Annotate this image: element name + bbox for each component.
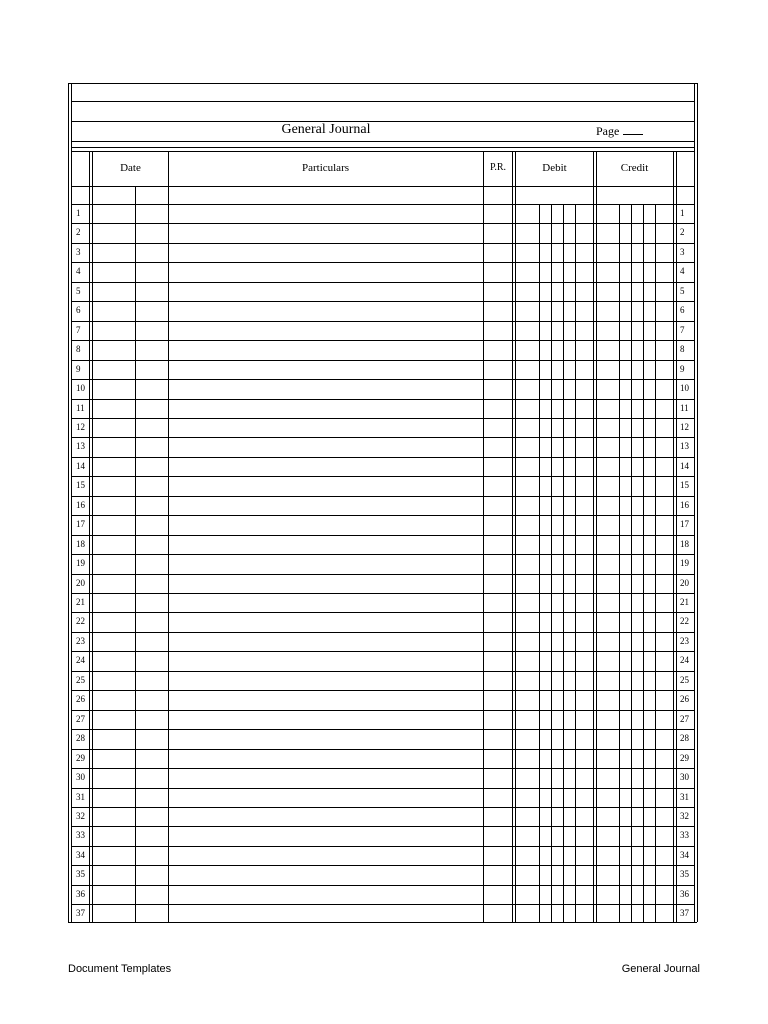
row-line bbox=[71, 360, 694, 361]
debit-digit-line bbox=[551, 204, 552, 922]
column-header-top-line bbox=[71, 151, 694, 152]
row-number-left: 34 bbox=[76, 850, 85, 860]
row-line bbox=[71, 846, 694, 847]
row-number-right: 14 bbox=[680, 461, 689, 471]
row-number-right: 4 bbox=[680, 266, 685, 276]
row-line bbox=[71, 554, 694, 555]
form-border-left bbox=[68, 83, 69, 922]
row-number-right: 15 bbox=[680, 480, 689, 490]
row-number-right: 12 bbox=[680, 422, 689, 432]
row-number-left: 28 bbox=[76, 733, 85, 743]
footer-left: Document Templates bbox=[68, 963, 172, 975]
header-line-3b bbox=[71, 147, 694, 148]
row-number-right: 32 bbox=[680, 811, 689, 821]
form-border-right-inner bbox=[694, 83, 695, 922]
journal-title: General Journal bbox=[281, 122, 371, 137]
credit-digit-line bbox=[631, 204, 632, 922]
page-label: Page bbox=[596, 124, 620, 138]
row-number-right: 21 bbox=[680, 597, 689, 607]
row-number-left: 35 bbox=[76, 869, 85, 879]
row-line bbox=[71, 710, 694, 711]
row-number-right: 17 bbox=[680, 519, 689, 529]
row-number-left: 26 bbox=[76, 694, 85, 704]
row-line bbox=[71, 496, 694, 497]
row-line bbox=[71, 515, 694, 516]
row-number-right: 10 bbox=[680, 383, 689, 393]
credit-digit-line bbox=[655, 204, 656, 922]
row-number-right: 1 bbox=[680, 208, 685, 218]
column-header-date: Date bbox=[120, 162, 141, 174]
row-number-right: 6 bbox=[680, 305, 685, 315]
row-number-left: 2 bbox=[76, 227, 81, 237]
row-number-right: 3 bbox=[680, 247, 685, 257]
row-number-left: 19 bbox=[76, 558, 85, 568]
row-line bbox=[71, 243, 694, 244]
row-number-right: 26 bbox=[680, 694, 689, 704]
row-number-right: 37 bbox=[680, 908, 689, 918]
row-line bbox=[71, 749, 694, 750]
column-header-bottom-line bbox=[71, 186, 694, 187]
row-number-left: 13 bbox=[76, 441, 85, 451]
form-border-top bbox=[68, 83, 697, 84]
row-number-right: 20 bbox=[680, 578, 689, 588]
row-number-right: 18 bbox=[680, 539, 689, 549]
row-number-left: 8 bbox=[76, 344, 81, 354]
row-number-right: 35 bbox=[680, 869, 689, 879]
row-number-left: 37 bbox=[76, 908, 85, 918]
row-line bbox=[71, 690, 694, 691]
row-number-left: 4 bbox=[76, 266, 81, 276]
row-number-right: 16 bbox=[680, 500, 689, 510]
row-number-left: 20 bbox=[76, 578, 85, 588]
row-line bbox=[71, 807, 694, 808]
row-number-left: 9 bbox=[76, 364, 81, 374]
row-line bbox=[71, 788, 694, 789]
form-border-right bbox=[697, 83, 698, 922]
row-number-right: 2 bbox=[680, 227, 685, 237]
row-number-left: 7 bbox=[76, 325, 81, 335]
row-line bbox=[71, 885, 694, 886]
row-number-left: 27 bbox=[76, 714, 85, 724]
row-number-left: 33 bbox=[76, 830, 85, 840]
first-row-line bbox=[71, 204, 694, 205]
debit-digit-line bbox=[539, 204, 540, 922]
row-line bbox=[71, 399, 694, 400]
row-number-left: 22 bbox=[76, 616, 85, 626]
column-header-debit: Debit bbox=[542, 162, 567, 174]
row-number-right: 33 bbox=[680, 830, 689, 840]
row-line bbox=[71, 593, 694, 594]
page-number-blank[interactable] bbox=[623, 124, 643, 135]
row-number-left: 31 bbox=[76, 792, 85, 802]
row-line bbox=[71, 457, 694, 458]
column-header-credit: Credit bbox=[620, 162, 649, 174]
form-border-left-inner bbox=[71, 83, 72, 922]
row-line bbox=[71, 865, 694, 866]
row-number-left: 6 bbox=[76, 305, 81, 315]
row-line bbox=[71, 301, 694, 302]
row-number-left: 12 bbox=[76, 422, 85, 432]
row-number-right: 7 bbox=[680, 325, 685, 335]
row-number-right: 24 bbox=[680, 655, 689, 665]
row-line bbox=[71, 904, 694, 905]
row-number-left: 23 bbox=[76, 636, 85, 646]
row-line bbox=[71, 282, 694, 283]
row-number-right: 30 bbox=[680, 772, 689, 782]
form-border-bottom bbox=[68, 922, 697, 923]
row-line bbox=[71, 223, 694, 224]
row-line bbox=[71, 729, 694, 730]
row-number-left: 5 bbox=[76, 286, 81, 296]
header-line-1 bbox=[71, 101, 694, 102]
row-line bbox=[71, 574, 694, 575]
row-line bbox=[71, 262, 694, 263]
row-line bbox=[71, 476, 694, 477]
row-number-right: 36 bbox=[680, 889, 689, 899]
row-line bbox=[71, 418, 694, 419]
row-number-right: 27 bbox=[680, 714, 689, 724]
row-number-right: 34 bbox=[680, 850, 689, 860]
row-number-right: 25 bbox=[680, 675, 689, 685]
column-header-particulars: Particulars bbox=[301, 162, 350, 174]
row-number-right: 13 bbox=[680, 441, 689, 451]
row-number-left: 18 bbox=[76, 539, 85, 549]
row-number-right: 28 bbox=[680, 733, 689, 743]
row-number-left: 15 bbox=[76, 480, 85, 490]
row-number-left: 11 bbox=[76, 403, 85, 413]
debit-digit-line bbox=[575, 204, 576, 922]
row-line bbox=[71, 671, 694, 672]
row-number-left: 25 bbox=[76, 675, 85, 685]
row-number-left: 14 bbox=[76, 461, 85, 471]
row-line bbox=[71, 612, 694, 613]
footer-right: General Journal bbox=[621, 963, 700, 975]
page-number-field[interactable] bbox=[596, 124, 643, 139]
row-number-left: 29 bbox=[76, 753, 85, 763]
row-line bbox=[71, 768, 694, 769]
row-number-right: 11 bbox=[680, 403, 689, 413]
row-number-left: 21 bbox=[76, 597, 85, 607]
row-number-left: 10 bbox=[76, 383, 85, 393]
row-line bbox=[71, 826, 694, 827]
row-line bbox=[71, 321, 694, 322]
credit-digit-line bbox=[619, 204, 620, 922]
row-line bbox=[71, 632, 694, 633]
row-number-left: 16 bbox=[76, 500, 85, 510]
header-line-3 bbox=[71, 141, 694, 142]
row-number-right: 29 bbox=[680, 753, 689, 763]
row-number-right: 8 bbox=[680, 344, 685, 354]
row-line bbox=[71, 535, 694, 536]
row-number-right: 31 bbox=[680, 792, 689, 802]
row-number-right: 23 bbox=[680, 636, 689, 646]
row-number-right: 19 bbox=[680, 558, 689, 568]
row-number-left: 3 bbox=[76, 247, 81, 257]
row-line bbox=[71, 340, 694, 341]
column-header-pr: P.R. bbox=[489, 162, 507, 173]
row-number-right: 22 bbox=[680, 616, 689, 626]
row-number-left: 30 bbox=[76, 772, 85, 782]
row-number-left: 1 bbox=[76, 208, 81, 218]
header-line-2 bbox=[71, 121, 694, 122]
row-number-left: 24 bbox=[76, 655, 85, 665]
row-line bbox=[71, 437, 694, 438]
row-number-left: 17 bbox=[76, 519, 85, 529]
debit-digit-line bbox=[563, 204, 564, 922]
row-number-right: 5 bbox=[680, 286, 685, 296]
credit-digit-line bbox=[643, 204, 644, 922]
row-line bbox=[71, 651, 694, 652]
row-number-left: 32 bbox=[76, 811, 85, 821]
row-line bbox=[71, 379, 694, 380]
row-number-left: 36 bbox=[76, 889, 85, 899]
row-number-right: 9 bbox=[680, 364, 685, 374]
